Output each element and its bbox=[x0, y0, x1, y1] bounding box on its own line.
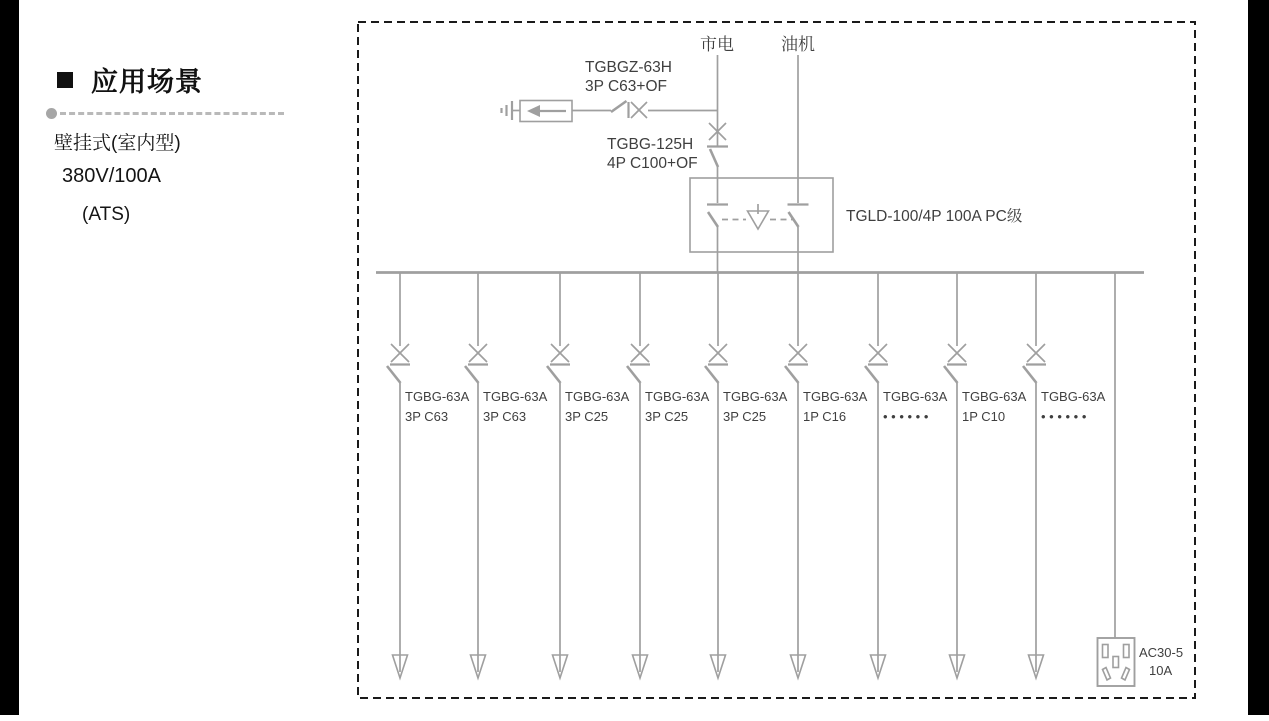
spd-breaker-model: TGBGZ-63H bbox=[585, 59, 672, 76]
mains-label: 市电 bbox=[700, 35, 734, 54]
feeder-branch bbox=[944, 272, 1027, 678]
branch-spec-label: 3P C25 bbox=[723, 409, 767, 424]
socket-icon bbox=[1098, 638, 1135, 686]
branch-model-label: TGBG-63A bbox=[483, 389, 548, 404]
socket-branch bbox=[1098, 272, 1184, 686]
ats-switch bbox=[690, 178, 833, 272]
feeder-branch bbox=[785, 272, 868, 678]
breaker-icon bbox=[465, 344, 488, 383]
branch-model-label: TGBG-63A bbox=[1041, 389, 1106, 404]
feeder-branch bbox=[465, 272, 548, 678]
breaker-icon bbox=[387, 344, 410, 383]
main-breaker-spec: 4P C100+OF bbox=[607, 155, 698, 172]
branch-spec-label: 3P C63 bbox=[405, 409, 449, 424]
diagram-border bbox=[358, 22, 1195, 698]
breaker-icon bbox=[611, 101, 647, 118]
generator-label: 油机 bbox=[781, 35, 815, 54]
mount-type-text: 壁挂式(室内型) bbox=[54, 133, 181, 154]
feeder-branch bbox=[627, 272, 710, 678]
section-title: 应用场景 bbox=[91, 67, 203, 97]
breaker-icon bbox=[547, 344, 570, 383]
branch-spec-label: 3P C25 bbox=[565, 409, 609, 424]
ats-actuator-icon bbox=[748, 204, 769, 229]
spd-breaker-spec: 3P C63+OF bbox=[585, 78, 667, 95]
branch-spec-label: 3P C63 bbox=[483, 409, 527, 424]
branch-spec-label: 1P C16 bbox=[803, 409, 847, 424]
branch-spec-label: • • • • • • bbox=[1041, 409, 1087, 424]
feeder-branch bbox=[1023, 272, 1106, 678]
breaker-icon bbox=[785, 344, 808, 383]
feeder-branches bbox=[387, 272, 1106, 678]
feeder-branch bbox=[387, 272, 470, 678]
breaker-icon bbox=[627, 344, 650, 383]
branch-model-label: TGBG-63A bbox=[565, 389, 630, 404]
branch-spec-label: • • • • • • bbox=[883, 409, 929, 424]
breaker-icon bbox=[1023, 344, 1046, 383]
earth-ground-icon bbox=[502, 101, 513, 120]
branch-spec-label: 1P C10 bbox=[962, 409, 1006, 424]
feeder-branch bbox=[865, 272, 948, 678]
ats-text: (ATS) bbox=[82, 204, 131, 225]
branch-model-label: TGBG-63A bbox=[883, 389, 948, 404]
breaker-icon bbox=[865, 344, 888, 383]
socket-rating: 10A bbox=[1149, 663, 1173, 678]
branch-model-label: TGBG-63A bbox=[962, 389, 1027, 404]
feeder-branch bbox=[547, 272, 630, 678]
branch-model-label: TGBG-63A bbox=[803, 389, 868, 404]
surge-protector-icon bbox=[520, 101, 572, 122]
spd-branch bbox=[502, 101, 718, 122]
breaker-icon bbox=[944, 344, 967, 383]
branch-model-label: TGBG-63A bbox=[723, 389, 788, 404]
socket-model: AC30-5 bbox=[1139, 645, 1184, 660]
main-breaker-model: TGBG-125H bbox=[607, 136, 694, 153]
mains-feed bbox=[707, 55, 728, 178]
breaker-icon bbox=[705, 344, 728, 383]
ats-label: TGLD-100/4P 100A PC级 bbox=[846, 208, 1023, 225]
branch-spec-label: 3P C25 bbox=[645, 409, 689, 424]
branch-model-label: TGBG-63A bbox=[645, 389, 710, 404]
rating-text: 380V/100A bbox=[62, 165, 161, 187]
feeder-branch bbox=[705, 272, 788, 678]
branch-model-label: TGBG-63A bbox=[405, 389, 470, 404]
